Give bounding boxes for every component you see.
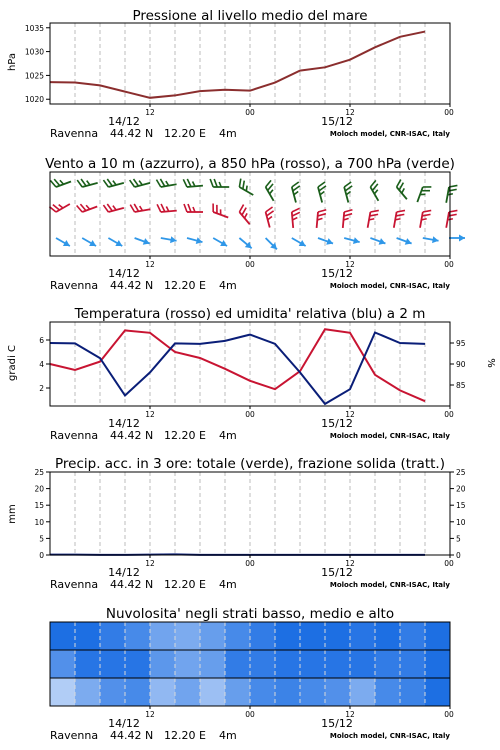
wind-barb: [103, 200, 123, 213]
wind-barb: [394, 209, 405, 229]
wind-barb: [343, 182, 356, 202]
date-label: 15/12: [321, 267, 353, 280]
y-tick-label: 25: [456, 468, 466, 477]
cloud-cell: [225, 678, 251, 706]
cloud-cell: [200, 678, 226, 706]
wind-barb: [237, 179, 257, 195]
y-tick-label: 5: [39, 534, 44, 544]
cloud-cell: [75, 650, 101, 678]
station-lon: 12.20 E: [164, 279, 206, 292]
wind-barb: [264, 180, 280, 200]
wind-barb: [49, 197, 69, 213]
cloud-cell: [275, 650, 301, 678]
x-tick-label: 00: [245, 108, 255, 117]
station-altitude: 4m: [219, 429, 237, 442]
x-tick-label: 00: [245, 410, 255, 419]
station-lon: 12.20 E: [164, 729, 206, 742]
y-tick-label: 2: [39, 384, 44, 393]
station-lat: 44.42 N: [110, 127, 154, 140]
station-lat: 44.42 N: [110, 429, 154, 442]
y-tick-label: 0: [456, 551, 461, 560]
y-tick-label: 15: [34, 501, 44, 511]
y-tick-label: 1035: [24, 23, 44, 33]
y-tick-label: 6: [39, 336, 44, 345]
cloud-cell: [75, 622, 101, 650]
cloud-cell: [150, 650, 176, 678]
model-credit: Moloch model, CNR-ISAC, Italy: [329, 432, 450, 440]
date-label: 14/12: [108, 417, 140, 430]
pressure-line: [50, 32, 425, 98]
cloud-cell: [50, 622, 76, 650]
wind-barb: [368, 209, 379, 229]
wind-barb: [237, 235, 254, 251]
cloud-cell: [425, 650, 451, 678]
cloud-cell: [50, 650, 76, 678]
cloud-cell: [150, 622, 176, 650]
station-lon: 12.20 E: [164, 578, 206, 591]
x-tick-label: 12: [345, 108, 355, 117]
station-lon: 12.20 E: [164, 127, 206, 140]
y-tick-label: 10: [34, 517, 44, 527]
station-name: Ravenna: [50, 429, 99, 442]
y-tick-label: 85: [456, 381, 466, 390]
wind-barb: [156, 176, 176, 187]
y-tick-label: 1020: [24, 95, 44, 105]
wind-barb: [449, 235, 465, 242]
wind-barb: [107, 235, 124, 249]
wind-barb: [186, 235, 203, 246]
station-altitude: 4m: [219, 279, 237, 292]
wind-barb: [446, 184, 457, 204]
x-tick-label: 12: [345, 260, 355, 269]
cloud-cell: [100, 678, 126, 706]
wind-barb: [50, 174, 71, 188]
model-credit: Moloch model, CNR-ISAC, Italy: [329, 282, 450, 290]
cloud-cell: [50, 678, 76, 706]
x-tick-label: 00: [245, 260, 255, 269]
cloud-cell: [225, 622, 251, 650]
wind-barb: [446, 209, 457, 229]
wind-barb: [417, 184, 431, 205]
humidity-y-label: %: [485, 358, 496, 368]
pressure-y-label: hPa: [7, 52, 18, 72]
x-tick-label: 12: [145, 559, 155, 568]
cloud-cell: [300, 678, 326, 706]
wind-barb: [237, 205, 255, 225]
wind-title: Vento a 10 m (azzurro), a 850 hPa (rosso), a 700 hPa (verde): [45, 156, 455, 172]
wind-barb: [77, 199, 98, 213]
pressure-frame: [50, 23, 450, 104]
cloud-cell: [250, 650, 276, 678]
wind-barb: [210, 179, 229, 187]
y-tick-label: 10: [456, 517, 466, 527]
x-tick-label: 00: [245, 559, 255, 568]
x-tick-label: 12: [345, 710, 355, 719]
cloud-cell: [200, 622, 226, 650]
y-tick-label: 25: [34, 468, 44, 477]
cloud-cell: [75, 678, 101, 706]
cloud-cell: [275, 622, 301, 650]
wind-barb: [343, 235, 360, 246]
wind-barb: [133, 235, 150, 247]
cloud-cell: [350, 622, 376, 650]
cloud-cell: [325, 678, 351, 706]
date-label: 14/12: [108, 115, 140, 128]
y-tick-label: 20: [456, 484, 466, 494]
wind-barb: [395, 235, 412, 247]
cloud-cell: [425, 678, 451, 706]
y-tick-label: 5: [456, 534, 461, 544]
precip-y-label: mm: [7, 504, 18, 524]
date-label: 15/12: [321, 717, 353, 730]
cloud-cell: [400, 622, 426, 650]
wind-barb: [263, 236, 279, 252]
pressure-title: Pressione al livello medio del mare: [132, 8, 368, 24]
station-lat: 44.42 N: [110, 279, 154, 292]
x-tick-label: 00: [444, 559, 454, 568]
x-tick-label: 12: [145, 410, 155, 419]
date-label: 14/12: [108, 267, 140, 280]
y-tick-label: 20: [34, 484, 44, 494]
cloud-cell: [325, 650, 351, 678]
wind-barb: [317, 182, 330, 202]
date-label: 15/12: [321, 417, 353, 430]
y-tick-label: 95: [456, 339, 466, 348]
precip-grid: [75, 472, 425, 555]
temp-panel: [7, 306, 496, 406]
station-name: Ravenna: [50, 729, 99, 742]
wind-barb: [130, 175, 150, 188]
wind-barb: [157, 203, 177, 213]
wind-barb: [265, 207, 278, 227]
cloud-cell: [375, 650, 401, 678]
y-tick-label: 4: [39, 360, 44, 369]
temperature-line: [50, 329, 425, 401]
y-tick-label: 0: [39, 551, 44, 560]
wind-barb: [130, 201, 150, 212]
x-tick-label: 00: [444, 410, 454, 419]
cloud-cell: [125, 678, 151, 706]
wind-barb: [343, 209, 353, 229]
wind-barb: [211, 235, 228, 249]
wind-barb: [77, 175, 97, 188]
cloud-cell: [400, 678, 426, 706]
cloud-cell: [375, 622, 401, 650]
cloud-panel: [50, 606, 451, 706]
cloud-cell: [200, 650, 226, 678]
cloud-cell: [100, 622, 126, 650]
wind-barb: [291, 182, 304, 202]
y-tick-label: 1030: [24, 47, 44, 57]
precip-panel: [7, 456, 466, 560]
temp-humidity-series: [50, 329, 425, 404]
cloud-cell: [300, 650, 326, 678]
wind-barbs: [49, 174, 465, 252]
x-tick-label: 12: [345, 410, 355, 419]
model-credit: Moloch model, CNR-ISAC, Italy: [329, 732, 450, 740]
cloud-title: Nuvolosita' negli strati basso, medio e alto: [105, 606, 395, 622]
cloud-cell: [175, 678, 201, 706]
wind-barb: [210, 203, 231, 217]
wind-barb: [103, 175, 123, 188]
model-credit: Moloch model, CNR-ISAC, Italy: [329, 581, 450, 589]
cloud-cell: [400, 650, 426, 678]
cloud-cell: [325, 622, 351, 650]
cloud-cell: [125, 650, 151, 678]
date-label: 15/12: [321, 566, 353, 579]
wind-barb: [290, 235, 307, 249]
x-tick-label: 12: [145, 108, 155, 117]
station-name: Ravenna: [50, 127, 99, 140]
wind-barb: [369, 235, 386, 247]
cloud-cell: [125, 622, 151, 650]
date-label: 14/12: [108, 717, 140, 730]
cloud-cell: [350, 678, 376, 706]
wind-barb: [317, 235, 334, 247]
y-tick-label: 15: [456, 501, 466, 511]
humidity-line: [50, 333, 425, 404]
x-tick-label: 12: [145, 710, 155, 719]
pressure-y-ticks: [25, 24, 50, 104]
station-altitude: 4m: [219, 729, 237, 742]
cloud-cell: [225, 650, 251, 678]
precip-title: Precip. acc. in 3 ore: totale (verde), frazione solida (tratt.): [55, 456, 445, 472]
pressure-series: [50, 32, 425, 98]
cloud-cell: [175, 622, 201, 650]
y-tick-label: 1025: [24, 71, 44, 81]
pressure-panel: [7, 8, 450, 104]
station-lon: 12.20 E: [164, 429, 206, 442]
x-tick-label: 12: [145, 260, 155, 269]
y-tick-label: 90: [456, 360, 466, 369]
station-name: Ravenna: [50, 279, 99, 292]
station-lat: 44.42 N: [110, 729, 154, 742]
cloud-cell: [100, 650, 126, 678]
model-credit: Moloch model, CNR-ISAC, Italy: [329, 130, 450, 138]
wind-barb: [54, 235, 71, 249]
wind-barb: [420, 209, 431, 229]
date-label: 15/12: [321, 115, 353, 128]
x-tick-label: 00: [444, 710, 454, 719]
cloud-cell: [150, 678, 176, 706]
station-altitude: 4m: [219, 127, 237, 140]
temp-title: Temperatura (rosso) ed umidita' relativa (blu) a 2 m: [74, 306, 426, 322]
cloud-cell: [375, 678, 401, 706]
x-tick-label: 00: [444, 108, 454, 117]
cloud-cell: [275, 678, 301, 706]
wind-panel: [45, 156, 465, 256]
cloud-cell: [250, 622, 276, 650]
x-tick-label: 00: [444, 260, 454, 269]
station-altitude: 4m: [219, 578, 237, 591]
wind-barb: [369, 180, 385, 200]
cloud-cell: [350, 650, 376, 678]
cloud-cell: [175, 650, 201, 678]
x-tick-label: 12: [345, 559, 355, 568]
wind-barb: [80, 235, 97, 249]
cloud-cell: [425, 622, 451, 650]
wind-barb: [395, 180, 413, 200]
date-label: 14/12: [108, 566, 140, 579]
station-name: Ravenna: [50, 578, 99, 591]
wind-barb: [317, 209, 327, 229]
cloud-cell: [250, 678, 276, 706]
x-tick-label: 00: [245, 710, 255, 719]
temp-y-label: gradi C: [7, 345, 18, 381]
station-lat: 44.42 N: [110, 578, 154, 591]
cloud-cell: [300, 622, 326, 650]
